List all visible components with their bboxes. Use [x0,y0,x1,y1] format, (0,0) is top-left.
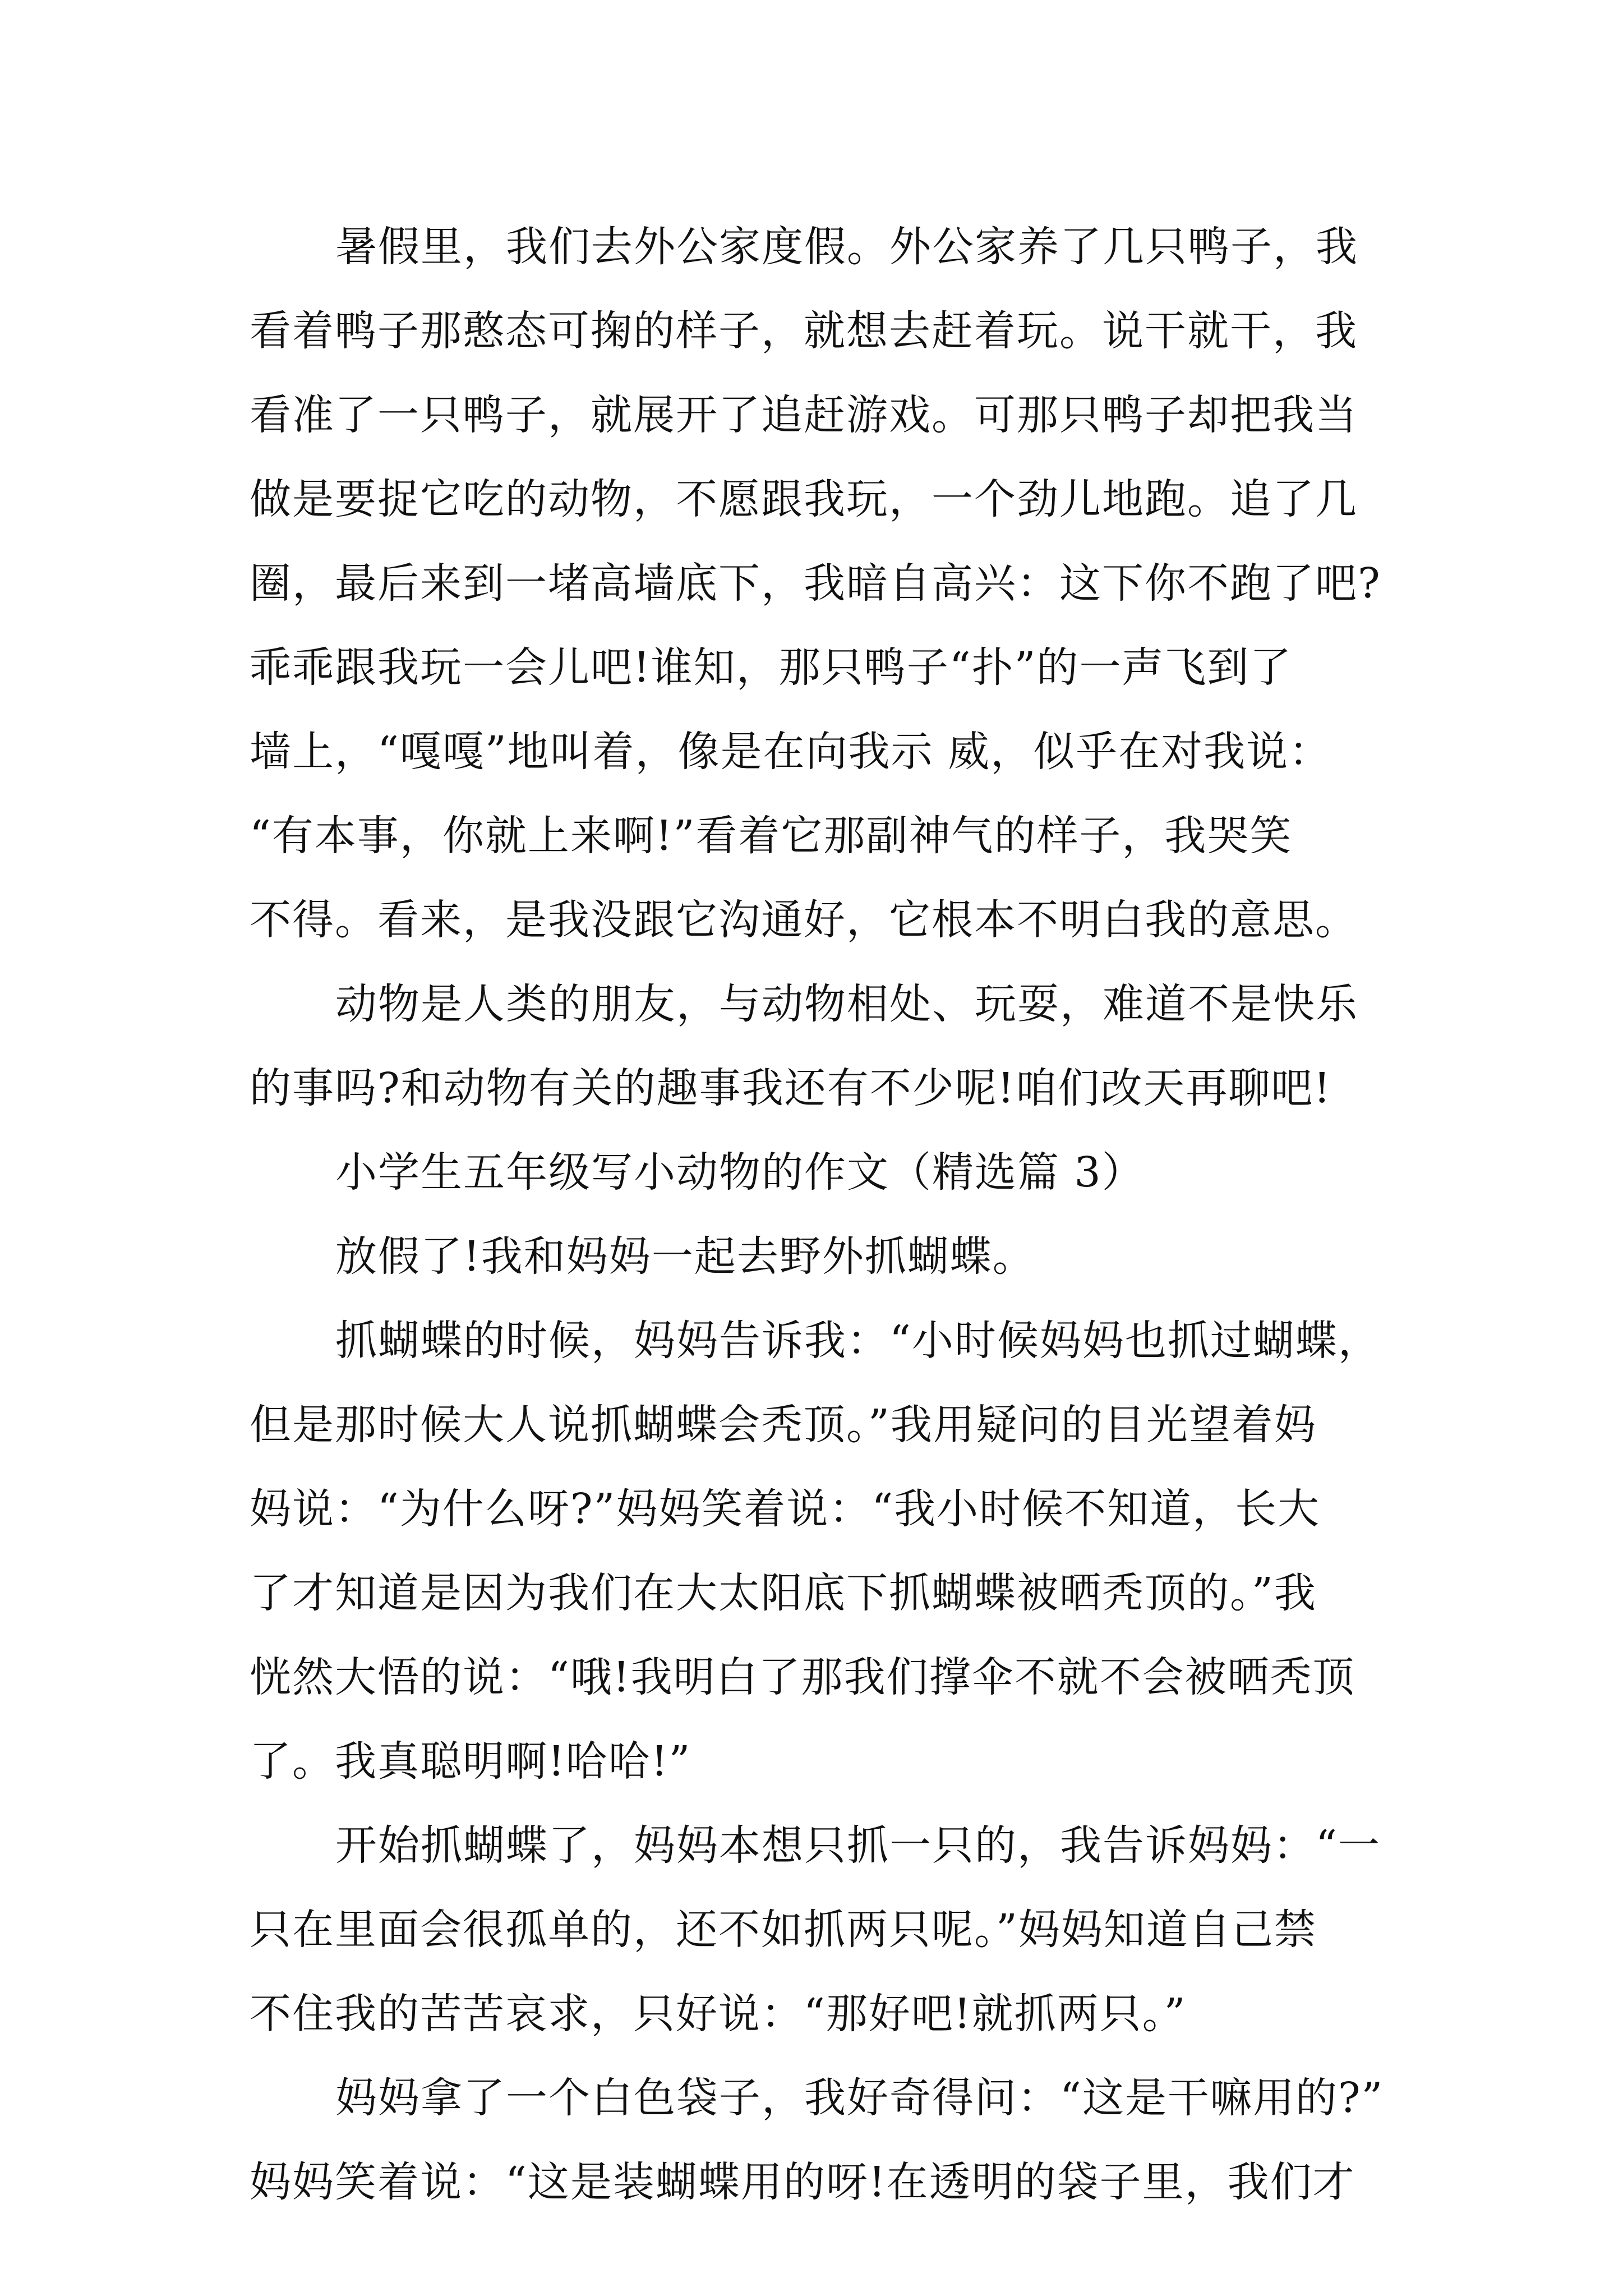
text-line: 妈妈拿了一个白色袋子，我好奇得问：“这是干嘛用的?” [335,2074,1384,2122]
text-line: 了才知道是因为我们在大太阳底下抓蝴蝶被晒秃顶的。”我 [250,1569,1317,1617]
text-line: 但是那时候大人说抓蝴蝶会秃顶。”我用疑问的目光望着妈 [250,1401,1317,1449]
text-line: 妈说：“为什么呀?”妈妈笑着说：“我小时候不知道，长大 [250,1485,1321,1533]
text-line: 放假了!我和妈妈一起去野外抓蝴蝶。 [335,1232,1035,1281]
text-line: 做是要捉它吃的动物，不愿跟我玩，一个劲儿地跑。追了几 [250,475,1358,523]
text-line: 不得。看来，是我没跟它沟通好，它根本不明白我的意思。 [250,896,1358,944]
text-line: 圈，最后来到一堵高墙底下，我暗自高兴：这下你不跑了吧? [250,559,1381,608]
text-line: 妈妈笑着说：“这是装蝴蝶用的呀!在透明的袋子里，我们才 [250,2158,1355,2206]
text-line: 只在里面会很孤单的，还不如抓两只呢。”妈妈知道自己禁 [250,1906,1317,1954]
text-line: 不住我的苦苦哀求，只好说：“那好吧!就抓两只。” [250,1990,1187,2038]
text-line: 恍然大悟的说：“哦!我明白了那我们撑伞不就不会被晒秃顶 [250,1653,1355,1701]
text-line: 看准了一只鸭子，就展开了追赶游戏。可那只鸭子却把我当 [250,391,1358,439]
text-line: 乖乖跟我玩一会儿吧!谁知，那只鸭子“扑”的一声飞到了 [250,643,1293,692]
text-line: 的事吗?和动物有关的趣事我还有不少呢!咱们改天再聊吧! [250,1064,1332,1112]
text-line: “有本事，你就上来啊!”看着它那副神气的样子，我哭笑 [250,812,1293,860]
text-line: 暑假里，我们去外公家度假。外公家养了几只鸭子，我 [335,223,1358,271]
text-line: 抓蝴蝶的时候，妈妈告诉我：“小时候妈妈也抓过蝴蝶， [335,1317,1381,1365]
text-line: 墙上，“嘎嘎”地叫着，像是在向我示 威，似乎在对我说： [250,728,1332,776]
text-line: 开始抓蝴蝶了，妈妈本想只抓一只的，我告诉妈妈：“一 [335,1821,1381,1870]
text-line: 了。我真聪明啊!哈哈!” [250,1737,691,1786]
text-line: 看着鸭子那憨态可掬的样子，就想去赶着玩。说干就干，我 [250,307,1358,355]
section-title: 小学生五年级写小动物的作文（精选篇 3） [335,1148,1145,1197]
text-line: 动物是人类的朋友，与动物相处、玩耍，难道不是快乐 [335,980,1358,1028]
